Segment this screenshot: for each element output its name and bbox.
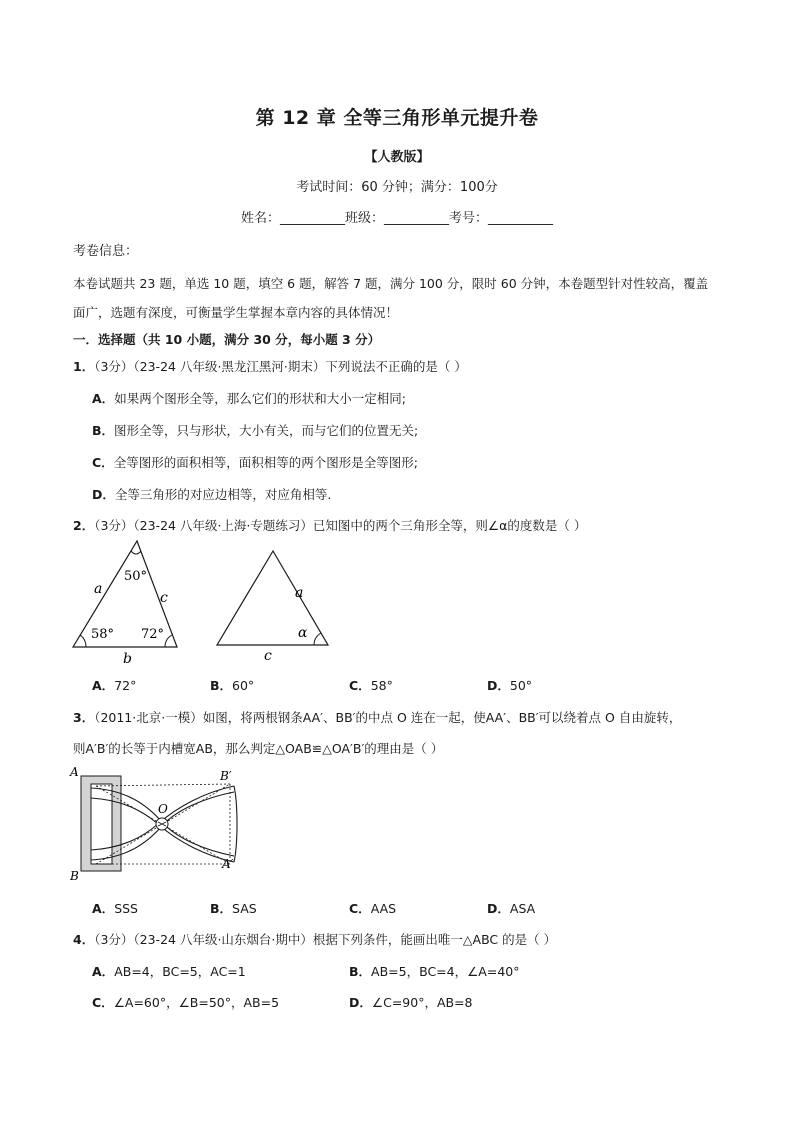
option-text: 图形全等，只与形状，大小有关，而与它们的位置无关; — [114, 423, 419, 438]
exam-time: 考试时间：60 分钟；满分：100分 — [296, 180, 498, 195]
question-stem-1: （2011·北京·一模）如图，将两根钢条AA′、BB′的中点 O 连在一起，使AA′、BB′可以绕着点 O 自由旋转， — [94, 710, 682, 725]
angle-label-alpha: α — [298, 625, 308, 641]
option-label: C． — [349, 678, 371, 693]
option-text: ∠C=90°，AB=8 — [371, 995, 473, 1010]
right-cap — [234, 786, 237, 862]
option-label: C． — [92, 995, 114, 1010]
option-text: ∠A=60°，∠B=50°，AB=5 — [113, 995, 280, 1010]
option-label: A． — [92, 678, 115, 693]
slot-inner — [91, 784, 112, 864]
q3-option-b — [210, 899, 257, 917]
angle-label-50: 50° — [124, 569, 148, 584]
triangle-2 — [217, 551, 328, 645]
option-label: D． — [487, 901, 510, 916]
side-label-b: b — [123, 651, 132, 667]
option-label: D． — [349, 995, 372, 1010]
option-label: B． — [349, 964, 372, 979]
label-A: A — [70, 765, 79, 779]
page-title: 第 12 章 全等三角形单元提升卷 — [255, 107, 539, 129]
label-A-prime: A′ — [222, 857, 234, 871]
option-text: 58° — [370, 678, 393, 693]
side-label-c2: c — [264, 648, 272, 664]
question-stem: （3分）（23-24 八年级·黑龙江黑河·期末）下列说法不正确的是（ ） — [94, 359, 467, 374]
question-2 — [73, 516, 586, 534]
label-O: O — [158, 802, 168, 816]
question-number: 4． — [73, 932, 95, 947]
q3-option-d — [487, 899, 535, 917]
info-text — [73, 269, 723, 327]
option-text: 如果两个图形全等，那么它们的形状和大小一定相同; — [114, 391, 406, 406]
option-text: 全等图形的面积相等，面积相等的两个图形是全等图形; — [113, 455, 418, 470]
question-number: 1． — [73, 359, 95, 374]
option-text: ASA — [509, 901, 536, 916]
option-text: 50° — [509, 678, 533, 693]
option-text: SSS — [114, 901, 138, 916]
side-label-a: a — [94, 581, 103, 597]
option-text: 72° — [114, 678, 137, 693]
q2-option-b — [210, 676, 254, 694]
angle-arc-alpha — [314, 633, 321, 645]
question-stem: （3分）（23-24 八年级·上海·专题练习）已知图中的两个三角形全等，则∠α的度数是（ ） — [94, 518, 587, 533]
question-3-line-2: 则A′B′的长等于内槽宽AB，那么判定△OAB≌△OA′B′的理由是（ ） — [73, 741, 444, 756]
label-B: B — [70, 869, 79, 883]
edition-label: 【人教版】 — [364, 150, 430, 165]
q1-option-d — [92, 485, 331, 503]
option-label: A． — [92, 901, 115, 916]
question-1 — [73, 357, 467, 375]
option-label: C． — [349, 901, 371, 916]
side-label-a2: a — [295, 585, 304, 601]
q4-option-b — [349, 962, 519, 980]
question-number: 3． — [73, 710, 95, 725]
q2-option-d — [487, 676, 532, 694]
angle-label-72: 72° — [141, 627, 165, 642]
info-line-1: 本卷试题共 23 题，单选 10 题，填空 6 题，解答 7 题，满分 100 分，限时 60 分钟，本卷题型针对性较高，覆盖 — [73, 276, 709, 291]
question-number: 2． — [73, 518, 95, 533]
option-label: C． — [92, 455, 114, 470]
angle-arc-left — [80, 635, 86, 647]
q4-option-a — [92, 962, 246, 980]
option-text: AAS — [370, 901, 397, 916]
angle-label-58: 58° — [91, 627, 115, 642]
question-3-line-1 — [73, 708, 681, 726]
section-heading: 一．选择题（共 10 小题，满分 30 分，每小题 3 分） — [73, 332, 381, 347]
q4-option-d — [349, 993, 473, 1011]
q2-option-c — [349, 676, 393, 694]
option-label: A． — [92, 964, 115, 979]
q1-option-a — [92, 389, 406, 407]
q3-option-c — [349, 899, 396, 917]
q4-option-c — [92, 993, 279, 1011]
option-label: D． — [487, 678, 510, 693]
option-text: 全等三角形的对应边相等，对应角相等. — [114, 487, 332, 502]
q3-option-a — [92, 899, 138, 917]
option-text: AB=4，BC=5，AC=1 — [114, 964, 246, 979]
option-text: AB=5，BC=4，∠A=40° — [371, 964, 520, 979]
q3-figure — [66, 764, 246, 886]
option-label: B． — [92, 423, 115, 438]
label-B-prime: B′ — [220, 769, 232, 783]
info-line-2: 面广，选题有深度，可衡量学生掌握本章内容的具体情况！ — [73, 305, 399, 320]
angle-arc-top — [131, 551, 141, 554]
q2-figure — [60, 535, 350, 670]
q1-option-c — [92, 453, 418, 471]
angle-arc-right — [165, 635, 172, 647]
question-stem: （3分）（23-24 八年级·山东烟台·期中）根据下列条件，能画出唯一△ABC 的是（ ） — [94, 932, 557, 947]
q1-option-b — [92, 421, 418, 439]
q2-option-a — [92, 676, 136, 694]
student-info-line: 姓名：__________班级：__________考号：__________ — [240, 211, 553, 226]
info-label: 考卷信息： — [73, 244, 139, 259]
option-text: 60° — [232, 678, 255, 693]
option-label: D． — [92, 487, 115, 502]
side-label-c: c — [160, 590, 168, 606]
option-label: B． — [210, 901, 233, 916]
option-label: B． — [210, 678, 233, 693]
option-label: A． — [92, 391, 115, 406]
question-4 — [73, 930, 556, 948]
option-text: SAS — [232, 901, 257, 916]
